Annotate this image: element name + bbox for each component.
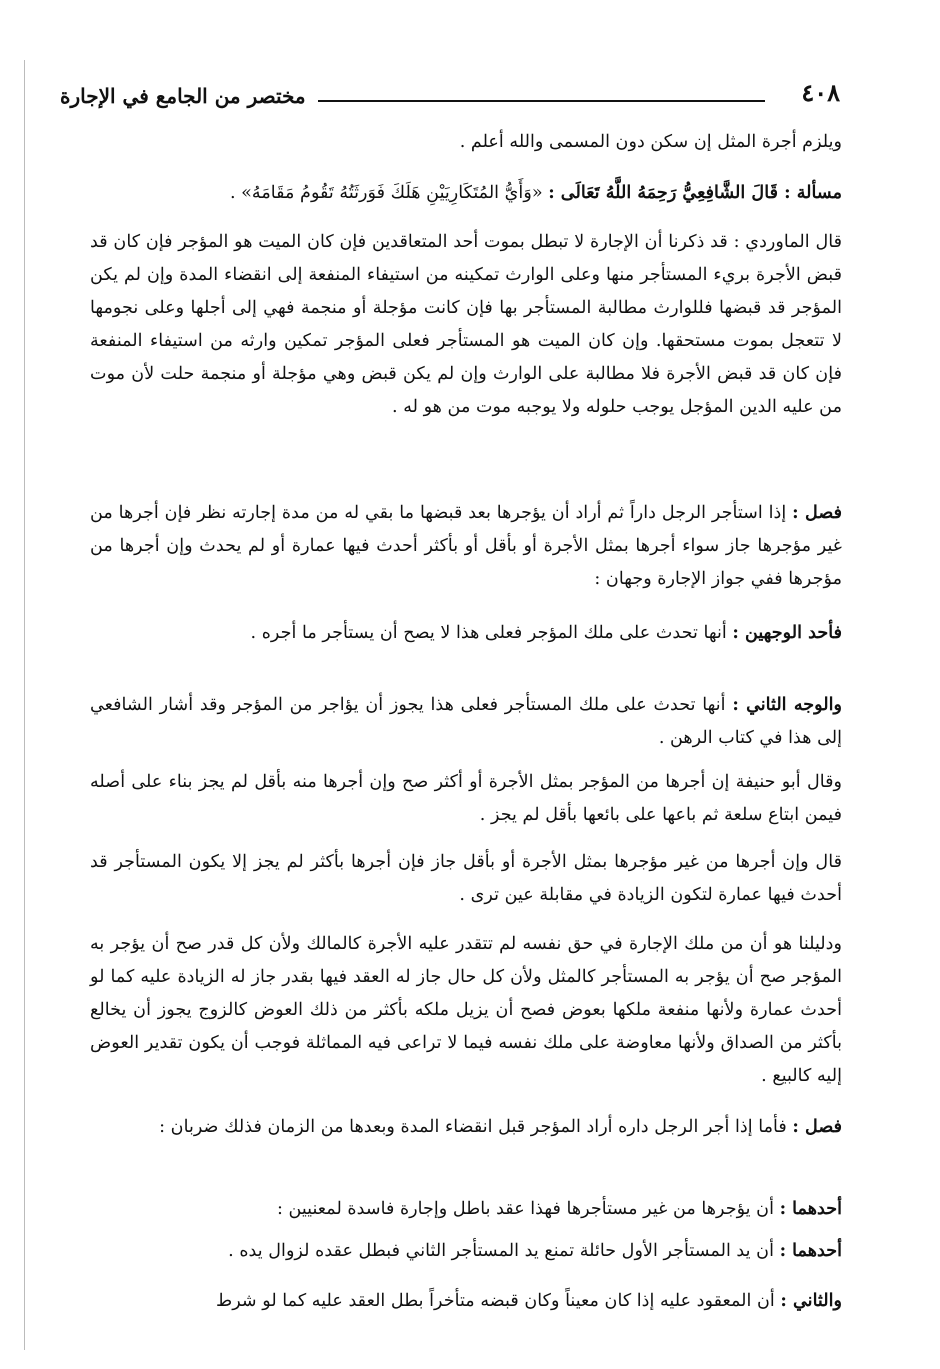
paragraph	[90, 1192, 842, 1226]
paragraph-text: فأما إذا أجر الرجل داره أراد المؤجر قبل انقضاء المدة وبعدها من الزمان فذلك ضربان :	[159, 1117, 787, 1137]
paragraph	[90, 176, 842, 210]
paragraph-label: والوجه الثاني :	[732, 694, 842, 715]
paragraph-text: أن يد المستأجر الأول حائلة تمنع يد المستأجر الثاني فبطل عقده لزوال يده .	[228, 1241, 774, 1261]
paragraph-label: فأحد الوجهين :	[732, 622, 842, 643]
paragraph-text: ويلزم أجرة المثل إن سكن دون المسمى والله أعلم .	[459, 132, 842, 152]
header-rule	[318, 100, 765, 102]
paragraph	[90, 766, 842, 832]
paragraph-text: «وَأَيُّ المُتَكَارِيَيْنِ هَلَكَ فَوَرثَتُهُ تَقُومُ مَقَامَهُ» .	[229, 183, 543, 203]
paragraph-text: وقال أبو حنيفة إن أجرها من المؤجر بمثل الأجرة أو أكثر صح وإن أجرها منه بأقل لم يجز بناء على أصله فيمن ابتاع سلعة ثم باعها على بائعها بأقل لم يجز .	[90, 772, 842, 825]
paragraph	[90, 126, 842, 159]
page-number: ٤٠٨	[801, 78, 840, 107]
paragraph	[90, 496, 842, 596]
scan-edge-mark	[24, 60, 25, 1350]
paragraph-label: مسألة : قَالَ الشَّافِعِيُّ رَحِمَهُ اللَّهُ تَعَالَى :	[548, 182, 842, 203]
paragraph-label: والثاني :	[780, 1290, 842, 1311]
paragraph-text: أن يؤجرها من غير مستأجرها فهذا عقد باطل وإجارة فاسدة لمعنيين :	[276, 1199, 774, 1219]
paragraph	[90, 1110, 842, 1144]
paragraph	[90, 1234, 842, 1268]
paragraph	[90, 688, 842, 755]
paragraph-text: قال وإن أجرها من غير مؤجرها بمثل الأجرة أو بأقل جاز فإن أجرها بأكثر لم يجز إلا يكون المستأجر قد أحدث فيها عمارة لتكون الزيادة في مقابلة عين ترى .	[90, 852, 842, 905]
paragraph-label: فصل :	[792, 502, 843, 523]
paragraph	[90, 226, 842, 424]
paragraph-text: أن المعقود عليه إذا كان معيناً وكان قبضه متأخراً بطل العقد عليه كما لو شرط	[215, 1291, 775, 1311]
paragraph-text: ودليلنا هو أن من ملك الإجارة في حق نفسه لم تتقدر عليه الأجرة كالمالك ولأن كل قدر صح أن يؤجر به المؤجر صح أن يؤجر به المستأجر كالمثل ولأن كل حال جاز له العقد فيها بقدر جاز له الزيادة عليه كما لو أحدث عمارة ولأنها منفعة ملكها بعوض فصح أن يزيل ملكه بأكثر من ذلك العوض كالزوج يجوز أن يخالع بأكثر من الصداق ولأنها معاوضة على ملك نفسه فيما لا تراعى فيه المماثلة فوجب أن يكون تقدير العوض إليه كالبيع .	[90, 934, 842, 1086]
running-title: مختصر من الجامع في الإجارة	[60, 84, 306, 108]
paragraph-text: أنها تحدث على ملك المؤجر فعلى هذا لا يصح أن يستأجر ما أجره .	[250, 623, 727, 643]
paragraph	[90, 846, 842, 912]
paragraph-label: فصل :	[792, 1116, 842, 1137]
paragraph	[90, 616, 842, 650]
paragraph-label: أحدهما :	[779, 1198, 842, 1219]
paragraph	[90, 1284, 842, 1318]
paragraph-text: إذا استأجر الرجل داراً ثم أراد أن يؤجرها بعد قبضها ما بقي له من مدة إجارته نظر فإن أجرها من غير مؤجرها جاز سواء أجرها بمثل الأجرة أو بأقل أو بأكثر أحدث فيها عمارة أو لم يحدث وإن أجرها من مؤجرها ففي جواز الإجارة وجهان :	[90, 503, 842, 589]
paragraph-label: أحدهما :	[779, 1240, 842, 1261]
paragraph	[90, 928, 842, 1093]
page-header	[60, 78, 840, 118]
paragraph-text: قال الماوردي : قد ذكرنا أن الإجارة لا تبطل بموت أحد المتعاقدين فإن كان الميت هو المؤجر فإن كان قد قبض الأجرة بريء المستأجر منها وعلى الوارث تمكينه من استيفاء المنفعة إلى انقضاء المدة وإن لم يكن المؤجر قد قبضها فللوارث مطالبة المستأجر بها فإن كانت مؤجلة أو منجمة فهي إلى أجلها وعلى نجومها لا تتعجل بموت مستحقها. وإن كان الميت هو المستأجر فعلى المؤجر تمكين وارثه من استيفاء المنفعة فإن كان قد قبض الأجرة فلا مطالبة على الوارث وإن لم يكن قبض وهي مؤجلة أو منجمة حلت لأن موت من عليه الدين المؤجل يوجب حلوله ولا يوجبه موت من هو له .	[90, 232, 842, 417]
paragraph-text: أنها تحدث على ملك المستأجر فعلى هذا يجوز أن يؤاجر من المؤجر وقد أشار الشافعي إلى هذا في كتاب الرهن .	[90, 695, 842, 748]
